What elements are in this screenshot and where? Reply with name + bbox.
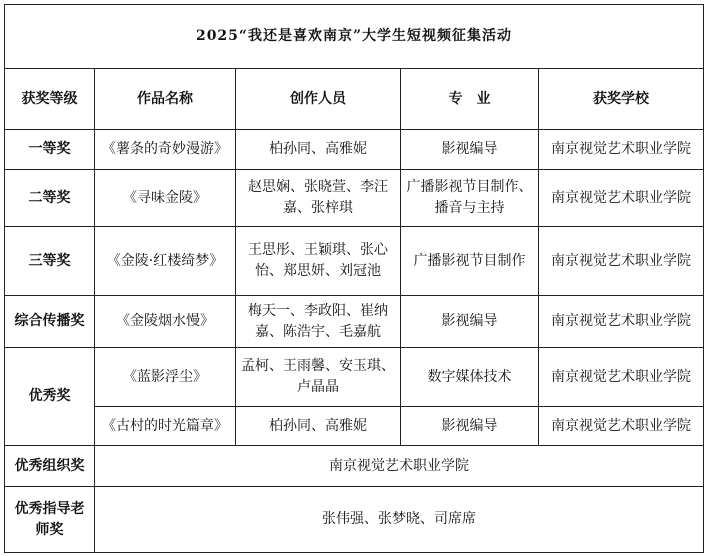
tutor-award-label: 优秀指导老师奖 [5,487,95,553]
table-title: 2025“我还是喜欢南京”大学生短视频征集活动 [5,5,704,69]
school: 南京视觉艺术职业学院 [539,227,704,296]
major: 数字媒体技术 [401,348,539,407]
table-row [5,130,704,170]
creators: 梅天一、李政阳、崔纳嘉、陈浩宇、毛嘉航 [236,296,401,348]
award-level: 二等奖 [5,170,95,227]
work-title: 《薯条的奇妙漫游》 [95,130,236,170]
header-row [5,69,704,130]
header-major: 专 业 [401,69,539,130]
work-title: 《蓝影浮尘》 [95,348,236,407]
org-award-row [5,446,704,487]
school: 南京视觉艺术职业学院 [539,130,704,170]
major: 影视编导 [401,407,539,446]
award-table [4,4,704,553]
tutor-award-row [5,487,704,553]
school: 南京视觉艺术职业学院 [539,407,704,446]
header-level: 获奖等级 [5,69,95,130]
major: 影视编导 [401,296,539,348]
school: 南京视觉艺术职业学院 [539,348,704,407]
work-title: 《古村的时光篇章》 [95,407,236,446]
major: 影视编导 [401,130,539,170]
creators: 孟柯、王雨馨、安玉琪、卢晶晶 [236,348,401,407]
org-award-value: 南京视觉艺术职业学院 [95,446,704,487]
creators: 王思彤、王颖琪、张心怡、郑思妍、刘冠池 [236,227,401,296]
award-level: 综合传播奖 [5,296,95,348]
header-work: 作品名称 [95,69,236,130]
creators: 柏孙同、高雅妮 [236,130,401,170]
work-title: 《寻味金陵》 [95,170,236,227]
org-award-label: 优秀组织奖 [5,446,95,487]
table-row [5,407,704,446]
title-row [5,5,704,69]
work-title: 《金陵烟水慢》 [95,296,236,348]
header-school: 获奖学校 [539,69,704,130]
school: 南京视觉艺术职业学院 [539,170,704,227]
major: 广播影视节目制作 [401,227,539,296]
tutor-award-value: 张伟强、张梦晓、司席席 [95,487,704,553]
award-level: 一等奖 [5,130,95,170]
table-row [5,170,704,227]
header-creators: 创作人员 [236,69,401,130]
table-row [5,296,704,348]
creators: 赵思娴、张晓萱、李汪嘉、张梓琪 [236,170,401,227]
table-row [5,227,704,296]
work-title: 《金陵·红楼绮梦》 [95,227,236,296]
creators: 柏孙同、高雅妮 [236,407,401,446]
school: 南京视觉艺术职业学院 [539,296,704,348]
award-level: 三等奖 [5,227,95,296]
major: 广播影视节目制作、播音与主持 [401,170,539,227]
table-row [5,348,704,407]
award-level: 优秀奖 [5,348,95,446]
